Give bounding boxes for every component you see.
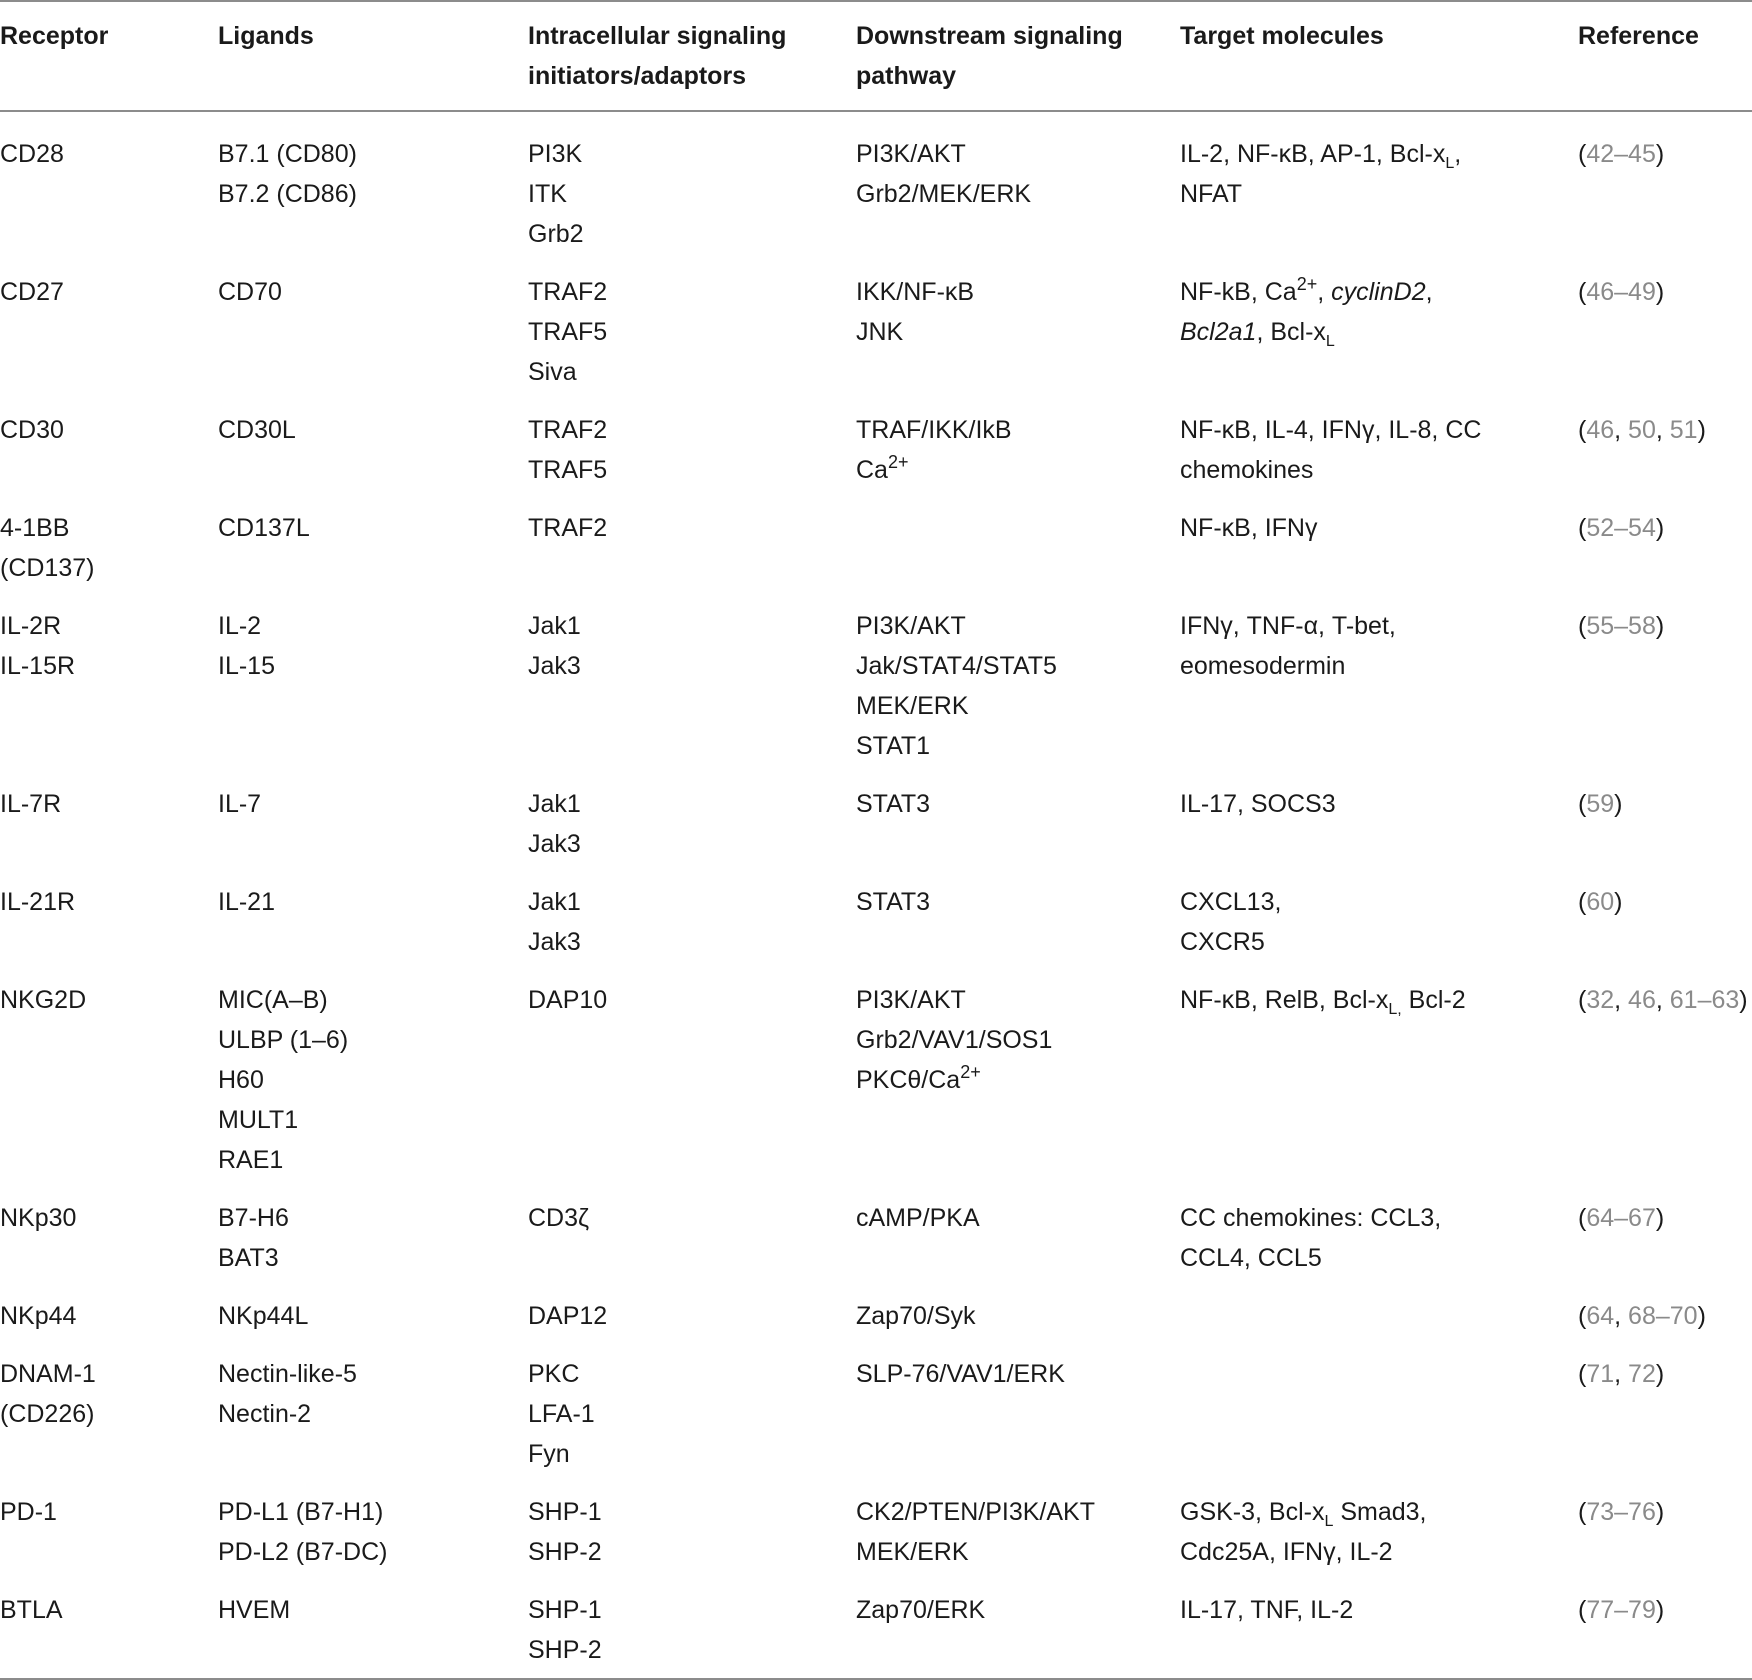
header-row [0, 1, 1752, 111]
cell-line: RAE1 [218, 1146, 284, 1174]
table-row [0, 490, 1752, 588]
reference-link[interactable]: (46, 50, 51) [1578, 416, 1706, 444]
cell-line: ULBP (1–6) [218, 1026, 349, 1054]
cell-line: Nectin-like-5 [218, 1360, 357, 1388]
cell-line: IL-15 [218, 652, 275, 680]
header-line: Target molecules [1180, 22, 1384, 50]
cell-targets [1180, 1336, 1578, 1474]
cell-line: $Ca^{2+}$ [856, 452, 909, 484]
cell-initiators [528, 962, 856, 1180]
cell-line: DAP12 [528, 1302, 608, 1330]
cell-initiators [528, 1336, 856, 1474]
cell-line: CD3ζ [528, 1204, 590, 1232]
header-initiators [528, 1, 856, 111]
cell-initiators [528, 1572, 856, 1679]
reference-link[interactable]: (73–76) [1578, 1498, 1665, 1526]
cell-ligands [218, 588, 528, 766]
table-row [0, 1180, 1752, 1278]
cell-line: Jak3 [528, 928, 581, 956]
cell-line: (CD226) [0, 1400, 95, 1428]
reference-link[interactable]: (46–49) [1578, 278, 1665, 306]
header-line: Reference [1578, 22, 1699, 50]
cell-initiators [528, 254, 856, 392]
cell-ligands [218, 392, 528, 490]
reference-link[interactable]: (60) [1578, 888, 1623, 916]
cell-line: IL-17, SOCS3 [1180, 790, 1336, 818]
cell-line: GSK-3, Bcl-$x_L$ Smad3, [1180, 1498, 1427, 1530]
cell-targets [1180, 392, 1578, 490]
cell-line: TRAF/IKK/IkB [856, 416, 1012, 444]
cell-line: Zap70/ERK [856, 1596, 986, 1624]
cell-line: STAT1 [856, 732, 931, 760]
cell-line: CXCR5 [1180, 928, 1265, 956]
header-line: initiators/adaptors [528, 62, 747, 90]
cell-initiators [528, 1278, 856, 1336]
cell-receptor [0, 1278, 218, 1336]
table-row [0, 962, 1752, 1180]
header-line: pathway [856, 62, 957, 90]
cell-line: IL-17, TNF, IL-2 [1180, 1596, 1354, 1624]
cell-line: IKK/NF-κB [856, 278, 975, 306]
cell-line: IL-7R [0, 790, 62, 818]
cell-line: CD137L [218, 514, 310, 542]
table-row [0, 254, 1752, 392]
cell-pathway [856, 490, 1180, 588]
table-header [0, 1, 1752, 111]
cell-line: Grb2/MEK/ERK [856, 180, 1032, 208]
cell-targets [1180, 1572, 1578, 1679]
table-row [0, 1278, 1752, 1336]
cell-initiators [528, 766, 856, 864]
cell-line: CC chemokines: CCL3, [1180, 1204, 1442, 1232]
cell-line: DAP10 [528, 986, 608, 1014]
cell-pathway [856, 588, 1180, 766]
table-row [0, 111, 1752, 254]
table-row [0, 392, 1752, 490]
cell-line: CD30 [0, 416, 64, 444]
table-row [0, 1474, 1752, 1572]
cell-line: MEK/ERK [856, 1538, 969, 1566]
reference-link[interactable]: (71, 72) [1578, 1360, 1665, 1388]
reference-link[interactable]: (55–58) [1578, 612, 1665, 640]
cell-line: TRAF5 [528, 318, 608, 346]
cell-initiators [528, 111, 856, 254]
cell-pathway [856, 1572, 1180, 1679]
cell-line: Jak3 [528, 830, 581, 858]
cell-line: ITK [528, 180, 567, 208]
cell-line: NF-κB, IFNγ [1180, 514, 1318, 542]
cell-line: CD30L [218, 416, 296, 444]
cell-reference [1578, 1278, 1752, 1336]
cell-line: NF-κB, RelB, Bcl-$x_{L,}$ Bcl-2 [1180, 986, 1466, 1018]
header-line: Receptor [0, 22, 109, 50]
cell-receptor [0, 766, 218, 864]
header-ligands [218, 1, 528, 111]
cell-pathway [856, 1474, 1180, 1572]
cell-line: chemokines [1180, 456, 1314, 484]
cell-line: CCL4, CCL5 [1180, 1244, 1322, 1272]
header-line: Ligands [218, 22, 314, 50]
cell-line: cAMP/PKA [856, 1204, 980, 1232]
cell-line: Jak3 [528, 652, 581, 680]
cell-reference [1578, 111, 1752, 254]
reference-link[interactable]: (77–79) [1578, 1596, 1665, 1624]
cell-ligands [218, 1180, 528, 1278]
cell-pathway [856, 962, 1180, 1180]
cell-line: IL-2, NF-κB, AP-1, Bcl-$x_L$, [1180, 140, 1462, 172]
cell-line: NF-κB, IL-4, IFNγ, IL-8, CC [1180, 416, 1482, 444]
cell-reference [1578, 392, 1752, 490]
cell-pathway [856, 1336, 1180, 1474]
cell-targets [1180, 111, 1578, 254]
cell-line: JNK [856, 318, 904, 346]
cell-targets [1180, 1278, 1578, 1336]
cell-line: Grb2 [528, 220, 584, 248]
cell-receptor [0, 254, 218, 392]
header-receptor [0, 1, 218, 111]
cell-line: B7-H6 [218, 1204, 289, 1232]
cell-targets [1180, 490, 1578, 588]
cell-pathway [856, 766, 1180, 864]
cell-reference [1578, 490, 1752, 588]
cell-line: CK2/PTEN/PI3K/AKT [856, 1498, 1095, 1526]
cell-pathway [856, 1180, 1180, 1278]
cell-line: SLP-76/VAV1/ERK [856, 1360, 1065, 1388]
cell-receptor [0, 864, 218, 962]
cell-line: Bcl2a1, Bcl-$x_L$ [1180, 318, 1335, 350]
reference-link[interactable]: (42–45) [1578, 140, 1665, 168]
cell-line: IL-2R [0, 612, 62, 640]
cell-line: Jak1 [528, 612, 581, 640]
cell-ligands [218, 1572, 528, 1679]
cell-line: IFNγ, TNF-α, T-bet, [1180, 612, 1396, 640]
header-pathway [856, 1, 1180, 111]
cell-targets [1180, 864, 1578, 962]
cell-line: IL-15R [0, 652, 76, 680]
cell-line: B7.2 (CD86) [218, 180, 357, 208]
cell-reference [1578, 588, 1752, 766]
cell-initiators [528, 392, 856, 490]
cell-line: PKC [528, 1360, 580, 1388]
cell-targets [1180, 766, 1578, 864]
cell-receptor [0, 1180, 218, 1278]
cell-pathway [856, 254, 1180, 392]
cell-line: PI3K/AKT [856, 612, 966, 640]
cell-reference [1578, 962, 1752, 1180]
cell-line: PD-L2 (B7-DC) [218, 1538, 388, 1566]
cell-line: NKp44L [218, 1302, 309, 1330]
cell-line: SHP-2 [528, 1538, 602, 1566]
cell-reference [1578, 864, 1752, 962]
cell-line: CD28 [0, 140, 64, 168]
cell-line: NKp44 [0, 1302, 77, 1330]
cell-line: PD-1 [0, 1498, 57, 1526]
cell-line: BTLA [0, 1596, 63, 1624]
reference-link[interactable]: (64–67) [1578, 1204, 1665, 1232]
cell-line: STAT3 [856, 790, 931, 818]
cell-line: SHP-1 [528, 1498, 602, 1526]
header-reference [1578, 1, 1752, 111]
header-targets [1180, 1, 1578, 111]
cell-reference [1578, 1474, 1752, 1572]
cell-line: TRAF2 [528, 278, 608, 306]
reference-link[interactable]: (32, 46, 61–63) [1578, 986, 1748, 1014]
cell-line: MIC(A–B) [218, 986, 328, 1014]
cell-initiators [528, 1180, 856, 1278]
table-body [0, 111, 1752, 1679]
cell-line: NF-kB, $Ca^{2+}$, cyclinD2, [1180, 274, 1433, 306]
cell-line: Grb2/VAV1/SOS1 [856, 1026, 1053, 1054]
cell-receptor [0, 392, 218, 490]
header-line: Intracellular signaling [528, 22, 787, 50]
cell-targets [1180, 962, 1578, 1180]
cell-line: CXCL13, [1180, 888, 1282, 916]
cell-line: PI3K/AKT [856, 986, 966, 1014]
cell-line: NKG2D [0, 986, 87, 1014]
cell-reference [1578, 1572, 1752, 1679]
cell-initiators [528, 490, 856, 588]
cell-line: B7.1 (CD80) [218, 140, 357, 168]
cell-line: BAT3 [218, 1244, 279, 1272]
cell-line: TRAF2 [528, 514, 608, 542]
cell-line: HVEM [218, 1596, 291, 1624]
reference-link[interactable]: (52–54) [1578, 514, 1665, 542]
cell-targets [1180, 1474, 1578, 1572]
cell-line: IL-7 [218, 790, 262, 818]
table-row [0, 588, 1752, 766]
cell-pathway [856, 111, 1180, 254]
cell-line: SHP-1 [528, 1596, 602, 1624]
cell-line: TRAF2 [528, 416, 608, 444]
table-row [0, 864, 1752, 962]
reference-link[interactable]: (59) [1578, 790, 1623, 818]
cell-ligands [218, 111, 528, 254]
cell-line: (CD137) [0, 554, 95, 582]
cell-receptor [0, 111, 218, 254]
cell-line: Jak/STAT4/STAT5 [856, 652, 1057, 680]
cell-line: Jak1 [528, 790, 581, 818]
cell-ligands [218, 1278, 528, 1336]
cell-line: 4-1BB [0, 514, 70, 542]
table-row [0, 766, 1752, 864]
cell-line: MULT1 [218, 1106, 299, 1134]
header-line: Downstream signaling [856, 22, 1123, 50]
cell-line: PI3K/AKT [856, 140, 966, 168]
cell-line: H60 [218, 1066, 264, 1094]
cell-line: NFAT [1180, 180, 1243, 208]
cell-ligands [218, 766, 528, 864]
cell-line: PD-L1 (B7-H1) [218, 1498, 384, 1526]
cell-initiators [528, 1474, 856, 1572]
cell-line: Fyn [528, 1440, 570, 1468]
cell-line: NKp30 [0, 1204, 77, 1232]
cell-receptor [0, 1572, 218, 1679]
cell-targets [1180, 588, 1578, 766]
cell-line: eomesodermin [1180, 652, 1346, 680]
cell-ligands [218, 1474, 528, 1572]
cell-line: CD70 [218, 278, 282, 306]
cell-line: IL-21 [218, 888, 275, 916]
cell-initiators [528, 588, 856, 766]
cell-ligands [218, 864, 528, 962]
cell-line: IL-2 [218, 612, 262, 640]
cell-pathway [856, 864, 1180, 962]
cell-initiators [528, 864, 856, 962]
cell-line: Siva [528, 358, 577, 386]
cell-reference [1578, 1336, 1752, 1474]
cell-ligands [218, 1336, 528, 1474]
cell-line: Nectin-2 [218, 1400, 312, 1428]
cell-line: CD27 [0, 278, 64, 306]
cell-line: DNAM-1 [0, 1360, 96, 1388]
cell-reference [1578, 766, 1752, 864]
reference-link[interactable]: (64, 68–70) [1578, 1302, 1706, 1330]
cell-reference [1578, 254, 1752, 392]
table-row [0, 1572, 1752, 1679]
cell-pathway [856, 392, 1180, 490]
cell-line: Jak1 [528, 888, 581, 916]
cell-ligands [218, 962, 528, 1180]
cell-targets [1180, 254, 1578, 392]
cell-line: LFA-1 [528, 1400, 595, 1428]
cell-receptor [0, 1474, 218, 1572]
cell-line: Zap70/Syk [856, 1302, 976, 1330]
cell-line: IL-21R [0, 888, 76, 916]
cell-ligands [218, 254, 528, 392]
cell-targets [1180, 1180, 1578, 1278]
cell-receptor [0, 1336, 218, 1474]
cell-receptor [0, 588, 218, 766]
cell-receptor [0, 490, 218, 588]
cell-line: PKCθ/$Ca^{2+}$ [856, 1062, 981, 1094]
cell-ligands [218, 490, 528, 588]
cell-pathway [856, 1278, 1180, 1336]
cell-line: MEK/ERK [856, 692, 969, 720]
cell-reference [1578, 1180, 1752, 1278]
table-row [0, 1336, 1752, 1474]
cell-line: PI3K [528, 140, 583, 168]
cell-line: SHP-2 [528, 1636, 602, 1664]
cell-line: Cdc25A, IFNγ, IL-2 [1180, 1538, 1393, 1566]
cell-line: TRAF5 [528, 456, 608, 484]
cell-line: STAT3 [856, 888, 931, 916]
cell-receptor [0, 962, 218, 1180]
